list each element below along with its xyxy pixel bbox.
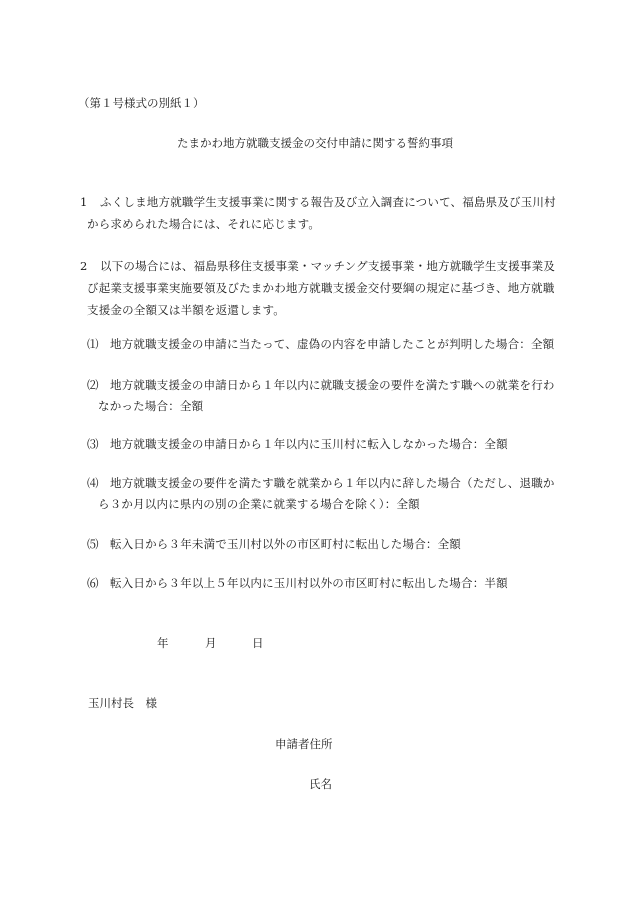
item-2-line-1: 以下の場合には、福島県移住支援事業・マッチング支援事業・地方就職学生支援事業及 [100, 259, 556, 273]
item-2-number: 2 [80, 259, 88, 273]
sub-item-2-number: ⑵ [87, 378, 99, 392]
sub-item-3-number: ⑶ [87, 437, 99, 451]
addressee: 玉川村長 様 [88, 696, 157, 710]
sub-item-4-line-1: 地方就職支援金の要件を満たす職を就業から１年以内に辞した場合（ただし、退職か [110, 476, 555, 490]
applicant-address-label: 申請者住所 [275, 737, 333, 751]
sub-item-5-number: ⑸ [87, 537, 99, 551]
date-day-label: 日 [252, 636, 264, 650]
sub-item-4-number: ⑷ [87, 476, 99, 490]
sub-item-4-line-2: ら３か月以内に県内の別の企業に就業する場合を除く）：全額 [98, 497, 420, 511]
item-1-line-2: から求められた場合には、それに応じます。 [87, 217, 321, 231]
item-2-line-2: び起業支援事業実施要領及びたまかわ地方就職支援金交付要綱の規定に基づき、地方就職 [87, 281, 555, 295]
item-1-number: 1 [80, 195, 88, 209]
sub-item-6-number: ⑹ [87, 576, 99, 590]
sub-item-6-line-1: 転入日から３年以上５年以内に玉川村以外の市区町村に転出した場合：半額 [110, 576, 508, 590]
document-title: たまかわ地方就職支援金の交付申請に関する誓約事項 [177, 136, 453, 150]
sub-item-3-line-1: 地方就職支援金の申請日から１年以内に玉川村に転入しなかった場合：全額 [110, 437, 508, 451]
item-2-line-3: 支援金の全額又は半額を返還します。 [87, 303, 285, 317]
item-1-line-1: ふくしま地方就職学生支援事業に関する報告及び立入調査について、福島県及び玉川村 [100, 195, 556, 209]
sub-item-5-line-1: 転入日から３年未満で玉川村以外の市区町村に転出した場合：全額 [110, 537, 461, 551]
sub-item-2-line-1: 地方就職支援金の申請日から１年以内に就職支援金の要件を満たす職への就業を行わ [110, 378, 555, 392]
date-year-label: 年 [157, 636, 169, 650]
sub-item-2-line-2: なかった場合：全額 [98, 399, 204, 413]
applicant-name-label: 氏名 [309, 777, 332, 791]
form-label: （第１号様式の別紙１） [78, 96, 205, 110]
sub-item-1-number: ⑴ [87, 337, 99, 351]
date-month-label: 月 [205, 636, 217, 650]
sub-item-1-line-1: 地方就職支援金の申請に当たって、虚偽の内容を申請したことが判明した場合：全額 [110, 337, 555, 351]
